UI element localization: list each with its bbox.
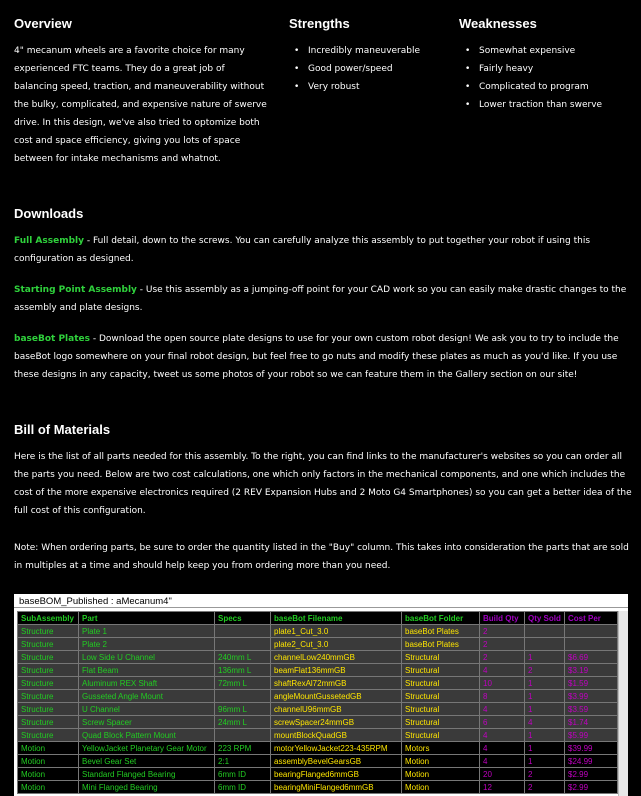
table-cell: $1.59 [565, 677, 618, 690]
table-cell: Motion [18, 781, 79, 794]
weakness-item: • Fairly heavy [465, 60, 602, 78]
table-cell: 96mm L [215, 703, 271, 716]
table-cell: 4 [480, 755, 525, 768]
bom-note-line: Note: When ordering parts, be sure to order the quantity listed in the "Buy" column. This takes into consideration the parts that are sold [14, 543, 629, 553]
table-cell: 10 [480, 677, 525, 690]
table-cell: 12 [480, 781, 525, 794]
table-cell: 1 [525, 755, 565, 768]
bom-heading: Bill of Materials [14, 422, 111, 437]
table-cell [565, 638, 618, 651]
sheet-scrollbar[interactable] [618, 611, 628, 796]
table-cell: Plate 2 [79, 638, 215, 651]
table-row [18, 742, 618, 755]
column-header: baseBot Filename [271, 612, 402, 625]
table-cell: 1 [525, 742, 565, 755]
table-cell: $1.74 [565, 716, 618, 729]
table-cell: Structure [18, 716, 79, 729]
overview-line: balancing speed, traction, and maneuverability without [14, 82, 265, 92]
overview-line: drive. In this design, we've also tried to optomize both [14, 118, 260, 128]
table-row [18, 755, 618, 768]
bom-intro-line: full cost of this configuration. [14, 506, 146, 516]
sheet-title: baseBOM_Published : aMecanum4" [14, 594, 628, 608]
weaknesses-list [465, 42, 602, 114]
table-cell [525, 625, 565, 638]
table-cell: Motion [18, 742, 79, 755]
table-cell: 24mm L [215, 716, 271, 729]
weakness-item: • Somewhat expensive [465, 42, 602, 60]
table-cell: Structural [402, 651, 480, 664]
table-cell: Motors [402, 742, 480, 755]
bom-intro-line: Here is the list of all parts needed for this assembly. To the right, you can find links to the manufacturer's websites so you can order all [14, 452, 622, 462]
table-cell: beamFlat136mmGB [271, 664, 402, 677]
full-assembly-link[interactable]: Full Assembly [14, 236, 84, 246]
table-cell [525, 638, 565, 651]
table-row [18, 781, 618, 794]
table-cell: 1 [525, 690, 565, 703]
table-cell: screwSpacer24mmGB [271, 716, 402, 729]
full-assembly-block [14, 232, 629, 268]
table-cell: 4 [480, 729, 525, 742]
plates-desc-3: these designs in any capacity, tweet us some photos of your robot so we can feature them in the Gallery section on our site! [14, 370, 578, 380]
table-cell: $2.99 [565, 781, 618, 794]
table-cell: shaftRexAl72mmGB [271, 677, 402, 690]
table-row [18, 768, 618, 781]
downloads-heading: Downloads [14, 206, 84, 221]
table-cell: 72mm L [215, 677, 271, 690]
table-cell: 4 [480, 664, 525, 677]
table-cell: Structure [18, 703, 79, 716]
table-cell: 4 [525, 716, 565, 729]
table-cell: Motion [402, 781, 480, 794]
table-cell: 136mm L [215, 664, 271, 677]
table-cell: 4 [480, 703, 525, 716]
strength-item: • Incredibly maneuverable [294, 42, 420, 60]
table-cell: Motion [402, 755, 480, 768]
table-cell: 6mm ID [215, 781, 271, 794]
overview-line: 4" mecanum wheels are a favorite choice for many [14, 46, 245, 56]
weakness-item: • Complicated to program [465, 78, 602, 96]
table-cell: YellowJacket Planetary Gear Motor [79, 742, 215, 755]
strengths-heading: Strengths [289, 16, 350, 31]
column-header: Specs [215, 612, 271, 625]
table-cell: motorYellowJacket223-435RPM [271, 742, 402, 755]
table-cell: Structural [402, 729, 480, 742]
table-cell: 4 [480, 742, 525, 755]
table-row [18, 664, 618, 677]
table-cell: 6mm ID [215, 768, 271, 781]
table-cell: plate1_Cut_3.0 [271, 625, 402, 638]
bom-spreadsheet[interactable] [14, 594, 628, 796]
table-cell: plate2_Cut_3.0 [271, 638, 402, 651]
table-cell: Structural [402, 664, 480, 677]
bom-intro-line: cost of the more expensive electronics required (2 REV Expansion Hubs and 2 Moto G4 Smartphones) so you can get a better idea of the [14, 488, 632, 498]
table-cell: Structure [18, 677, 79, 690]
bom-note [14, 539, 634, 575]
plates-desc-2: baseBot logo somewhere on your final robot design, but feel free to go nuts and modify these plates as much as you'd like. If you use [14, 352, 618, 362]
starting-point-block [14, 281, 629, 317]
starting-point-desc-2: assembly and plate designs. [14, 303, 143, 313]
column-header: Cost Per [565, 612, 618, 625]
table-cell: Plate 1 [79, 625, 215, 638]
table-cell [215, 690, 271, 703]
table-cell: 2 [525, 664, 565, 677]
table-cell: 1 [525, 703, 565, 716]
table-cell: $2.99 [565, 768, 618, 781]
starting-point-assembly-link[interactable]: Starting Point Assembly [14, 285, 137, 295]
bom-intro [14, 448, 634, 520]
table-cell: baseBot Plates [402, 638, 480, 651]
column-header: baseBot Folder [402, 612, 480, 625]
table-cell: 2 [480, 638, 525, 651]
column-header: Part [79, 612, 215, 625]
table-cell: Flat Beam [79, 664, 215, 677]
table-cell: Structure [18, 664, 79, 677]
starting-point-desc: - Use this assembly as a jumping-off point for your CAD work so you can easily make drastic changes to the [136, 285, 627, 295]
plates-block [14, 330, 634, 384]
table-row [18, 703, 618, 716]
table-cell: Motion [18, 755, 79, 768]
table-cell: Structural [402, 716, 480, 729]
table-cell: 1 [525, 677, 565, 690]
overview-line: between for intake mechanisms and whatnot. [14, 154, 221, 164]
table-cell: 2:1 [215, 755, 271, 768]
table-cell: U Channel [79, 703, 215, 716]
table-cell [215, 638, 271, 651]
table-cell: Quad Block Pattern Mount [79, 729, 215, 742]
table-cell: $39.99 [565, 742, 618, 755]
table-row [18, 729, 618, 742]
column-header: Qty Sold [525, 612, 565, 625]
table-cell: $6.69 [565, 651, 618, 664]
column-header: Build Qty [480, 612, 525, 625]
strength-item: • Very robust [294, 78, 420, 96]
table-cell: Screw Spacer [79, 716, 215, 729]
bom-note-line: in multiples at a time and should help keep you from ordering more than you need. [14, 561, 391, 571]
table-cell: 2 [525, 781, 565, 794]
table-row [18, 677, 618, 690]
table-cell: Structure [18, 690, 79, 703]
overview-line: cost and space efficiency, giving you lots of space [14, 136, 241, 146]
table-cell: channelU96mmGB [271, 703, 402, 716]
strength-item: • Good power/speed [294, 60, 420, 78]
table-cell: $5.99 [565, 729, 618, 742]
full-assembly-desc: - Full detail, down to the screws. You can carefully analyze this assembly to put together your robot if using this [83, 236, 591, 246]
table-row [18, 638, 618, 651]
bom-intro-line: the parts you need. Below are two cost calculations, one which only factors in the mechanical components, and one which includes the [14, 470, 626, 480]
table-cell [215, 625, 271, 638]
table-cell: channelLow240mmGB [271, 651, 402, 664]
table-cell: Structural [402, 677, 480, 690]
table-cell: assemblyBevelGearsGB [271, 755, 402, 768]
table-cell: Low Side U Channel [79, 651, 215, 664]
overview-line: experienced FTC teams. They do a great job of [14, 64, 225, 74]
table-cell: 6 [480, 716, 525, 729]
table-cell: Structural [402, 703, 480, 716]
table-cell: 8 [480, 690, 525, 703]
bom-table [17, 611, 618, 794]
table-cell: bearingMiniFlanged6mmGB [271, 781, 402, 794]
table-cell: angleMountGussetedGB [271, 690, 402, 703]
table-cell: $3.59 [565, 703, 618, 716]
full-assembly-desc-2: configuration as designed. [14, 254, 134, 264]
table-cell: $3.19 [565, 664, 618, 677]
weakness-item: • Lower traction than swerve [465, 96, 602, 114]
table-cell: Structure [18, 729, 79, 742]
table-row [18, 716, 618, 729]
table-cell [565, 625, 618, 638]
table-cell: 223 RPM [215, 742, 271, 755]
column-header: SubAssembly [18, 612, 79, 625]
table-cell: baseBot Plates [402, 625, 480, 638]
table-cell: mountBlockQuadGB [271, 729, 402, 742]
overview-line: the bulky, complicated, and expensive nature of swerve [14, 100, 267, 110]
table-cell: $24.99 [565, 755, 618, 768]
table-cell: bearingFlanged6mmGB [271, 768, 402, 781]
table-cell: 2 [480, 651, 525, 664]
table-cell: Aluminum REX Shaft [79, 677, 215, 690]
table-cell: Structural [402, 690, 480, 703]
table-cell: 240mm L [215, 651, 271, 664]
table-row [18, 625, 618, 638]
overview-text [14, 42, 276, 168]
table-cell: Structure [18, 651, 79, 664]
table-cell: Structure [18, 638, 79, 651]
table-cell: Standard Flanged Bearing [79, 768, 215, 781]
table-cell: 20 [480, 768, 525, 781]
plates-desc: - Download the open source plate designs to use for your own custom robot design! We ask you to try to include the [89, 334, 619, 344]
table-cell: Mini Flanged Bearing [79, 781, 215, 794]
table-cell: Motion [18, 768, 79, 781]
table-row [18, 651, 618, 664]
table-cell [215, 729, 271, 742]
table-cell: Gusseted Angle Mount [79, 690, 215, 703]
table-cell: 2 [525, 768, 565, 781]
strengths-list [294, 42, 420, 96]
overview-heading: Overview [14, 16, 72, 31]
basebot-plates-link[interactable]: baseBot Plates [14, 334, 90, 344]
table-cell: Motion [402, 768, 480, 781]
table-cell: Structure [18, 625, 79, 638]
table-cell: Bevel Gear Set [79, 755, 215, 768]
table-row [18, 690, 618, 703]
table-header-row [18, 612, 618, 625]
table-cell: 1 [525, 729, 565, 742]
table-cell: 1 [525, 651, 565, 664]
weaknesses-heading: Weaknesses [459, 16, 537, 31]
table-cell: $3.99 [565, 690, 618, 703]
table-cell: 2 [480, 625, 525, 638]
